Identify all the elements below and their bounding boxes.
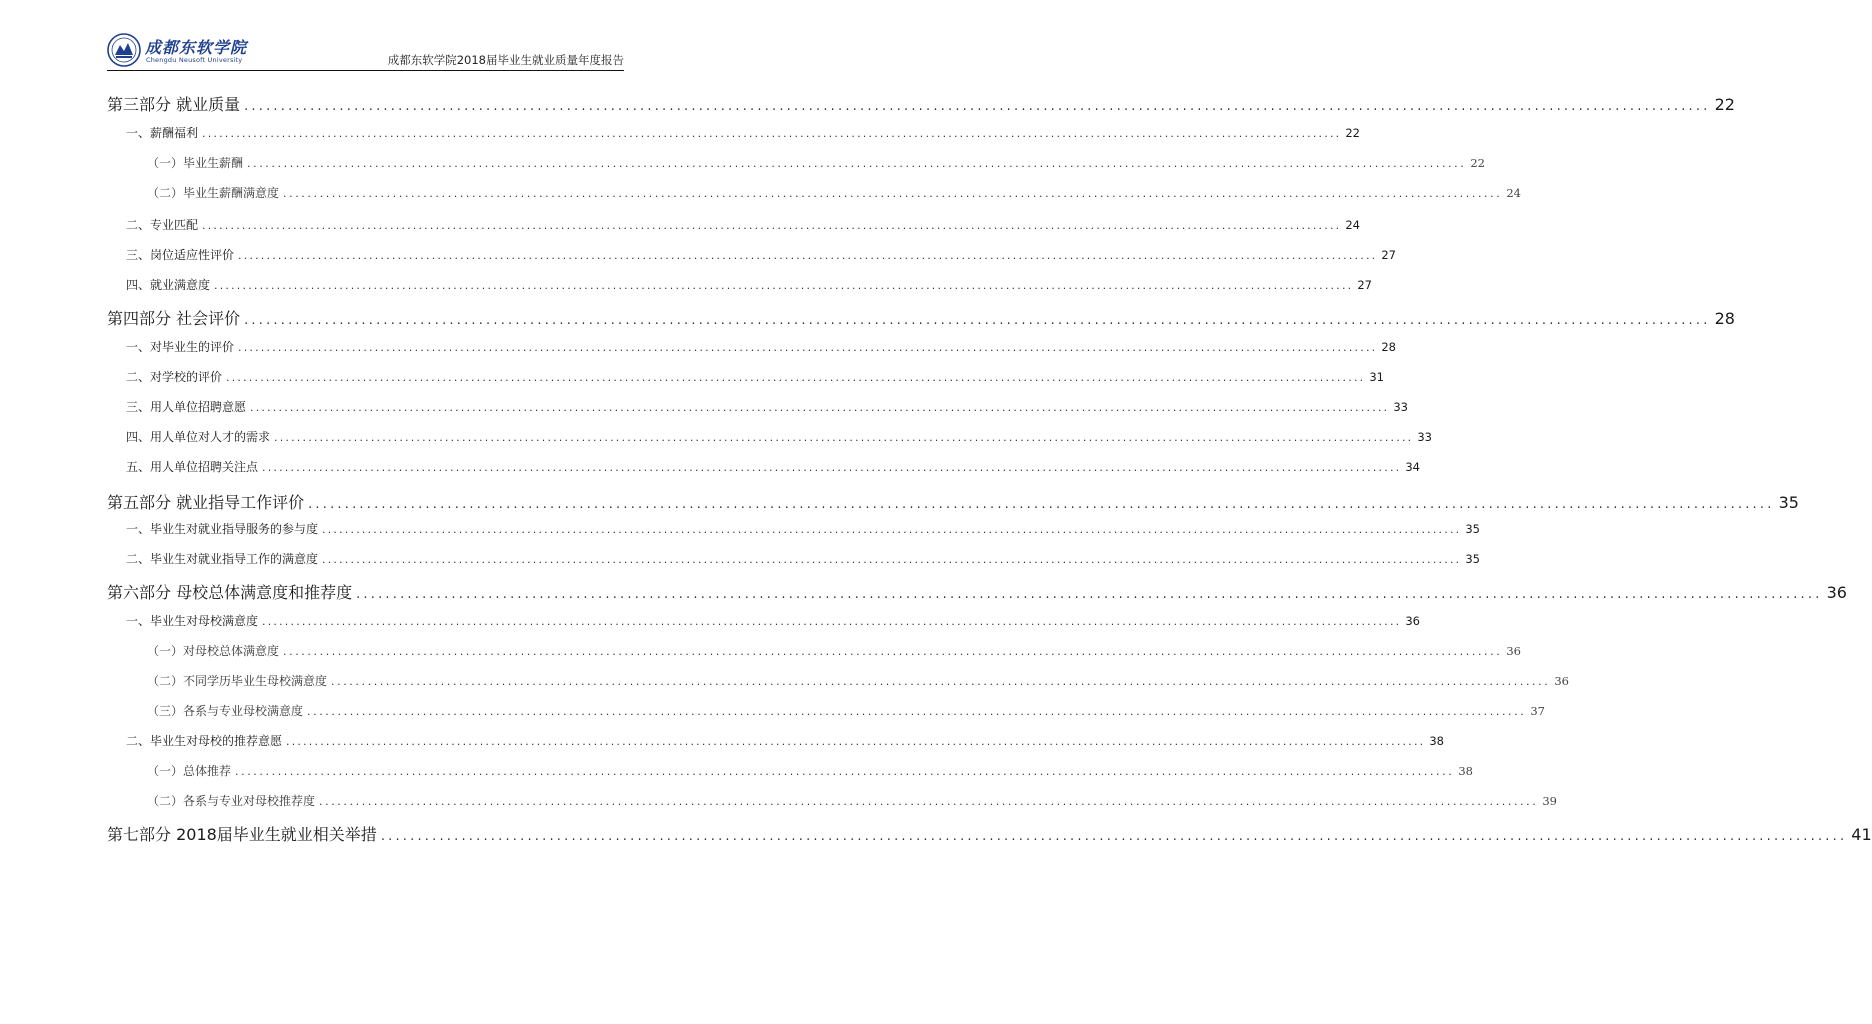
toc-leader-dots: ........................................................................................................................................................................................................ (238, 341, 1378, 354)
toc-page-number: 36 (1405, 614, 1420, 628)
toc-leader-dots: ........................................................................................................................................................................................................ (250, 401, 1390, 414)
toc-leader-dots: ........................................................................................................................................................................................................ (262, 461, 1402, 474)
toc-page-number: 34 (1405, 460, 1420, 474)
page-header (107, 30, 624, 70)
logo-chinese-name: 成都东软学院 (145, 38, 248, 57)
toc-page-number: 36 (1826, 583, 1847, 602)
toc-leader-dots: ........................................................................................................................................................................................................ (319, 795, 1539, 808)
toc-leader-dots: ........................................................................................................................................................................................................ (202, 219, 1342, 232)
toc-leader-dots: ........................................................................................................................................................................................................ (308, 497, 1775, 512)
toc-page-number: 27 (1357, 278, 1372, 292)
toc-page-number: 27 (1381, 248, 1396, 262)
toc-leader-dots: ........................................................................................................................................................................................................ (274, 431, 1414, 444)
toc-entry-title: 三、岗位适应性评价 (126, 248, 235, 262)
toc-entry-part[interactable] (107, 822, 1872, 845)
university-logo (107, 33, 248, 67)
toc-page-number: 35 (1465, 522, 1480, 536)
toc-page-number: 36 (1506, 644, 1521, 658)
toc-entry-sec[interactable] (107, 458, 1420, 475)
toc-page-number: 37 (1530, 704, 1545, 718)
header-divider (107, 70, 624, 71)
toc-page-number: 35 (1465, 552, 1480, 566)
toc-entry-title: （二）各系与专业对母校推荐度 (147, 794, 316, 808)
toc-entry-part[interactable] (107, 306, 1735, 329)
toc-entry-title: 二、专业匹配 (126, 218, 199, 232)
toc-leader-dots: ........................................................................................................................................................................................................ (238, 249, 1378, 262)
toc-page-number: 31 (1369, 370, 1384, 384)
toc-entry-title: 第七部分 2018届毕业生就业相关举措 (107, 825, 377, 844)
toc-leader-dots: ........................................................................................................................................................................................................ (235, 765, 1455, 778)
toc-page-number: 41 (1851, 825, 1872, 844)
university-seal-icon (107, 33, 141, 67)
toc-leader-dots: ........................................................................................................................................................................................................ (380, 829, 1848, 844)
report-title: 成都东软学院2018届毕业生就业质量年度报告 (387, 53, 624, 67)
toc-entry-title: （三）各系与专业母校满意度 (147, 704, 304, 718)
toc-leader-dots: ........................................................................................................................................................................................................ (244, 313, 1711, 328)
toc-entry-sec[interactable] (107, 520, 1480, 537)
toc-entry-title: 五、用人单位招聘关注点 (126, 460, 259, 474)
toc-leader-dots: ........................................................................................................................................................................................................ (202, 127, 1342, 140)
toc-entry-sec[interactable] (107, 428, 1432, 445)
toc-entry-title: 四、用人单位对人才的需求 (126, 430, 271, 444)
toc-entry-sec[interactable] (107, 732, 1444, 749)
toc-page-number: 24 (1345, 218, 1360, 232)
toc-page-number: 22 (1470, 156, 1485, 170)
toc-entry-title: 一、毕业生对就业指导服务的参与度 (126, 522, 319, 536)
toc-page-number: 39 (1542, 794, 1557, 808)
toc-entry-title: 三、用人单位招聘意愿 (126, 400, 247, 414)
toc-leader-dots: ........................................................................................................................................................................................................ (331, 675, 1551, 688)
toc-entry-sub[interactable] (107, 154, 1485, 171)
toc-entry-title: （一）对母校总体满意度 (147, 644, 280, 658)
toc-entry-part[interactable] (107, 92, 1735, 115)
toc-page-number: 28 (1381, 340, 1396, 354)
toc-leader-dots: ........................................................................................................................................................................................................ (307, 705, 1527, 718)
toc-entry-title: 一、对毕业生的评价 (126, 340, 235, 354)
toc-entry-title: 第六部分 母校总体满意度和推荐度 (107, 583, 353, 602)
toc-entry-title: （一）毕业生薪酬 (147, 156, 244, 170)
toc-leader-dots: ........................................................................................................................................................................................................ (322, 523, 1462, 536)
toc-page-number: 35 (1778, 493, 1799, 512)
toc-entry-title: 第四部分 社会评价 (107, 309, 241, 328)
toc-entry-title: （二）不同学历毕业生母校满意度 (147, 674, 328, 688)
toc-entry-sec[interactable] (107, 338, 1396, 355)
toc-entry-sub[interactable] (107, 702, 1545, 719)
toc-leader-dots: ........................................................................................................................................................................................................ (244, 99, 1711, 114)
toc-entry-title: 四、就业满意度 (126, 278, 211, 292)
toc-leader-dots: ........................................................................................................................................................................................................ (283, 187, 1503, 200)
toc-entry-title: （一）总体推荐 (147, 764, 232, 778)
toc-entry-sec[interactable] (107, 550, 1480, 567)
toc-entry-title: 一、薪酬福利 (126, 126, 199, 140)
toc-entry-sub[interactable] (107, 762, 1473, 779)
logo-english-name: Chengdu Neusoft University (146, 56, 243, 64)
toc-entry-sec[interactable] (107, 368, 1384, 385)
toc-entry-title: 第五部分 就业指导工作评价 (107, 493, 305, 512)
toc-entry-title: 二、对学校的评价 (126, 370, 223, 384)
toc-entry-title: 一、毕业生对母校满意度 (126, 614, 259, 628)
toc-leader-dots: ........................................................................................................................................................................................................ (214, 279, 1354, 292)
toc-entry-sec[interactable] (107, 612, 1420, 629)
toc-leader-dots: ........................................................................................................................................................................................................ (283, 645, 1503, 658)
toc-page-number: 24 (1506, 186, 1521, 200)
toc-leader-dots: ........................................................................................................................................................................................................ (226, 371, 1366, 384)
toc-leader-dots: ........................................................................................................................................................................................................ (262, 615, 1402, 628)
toc-entry-part[interactable] (107, 490, 1799, 513)
toc-leader-dots: ........................................................................................................................................................................................................ (356, 587, 1823, 602)
toc-entry-sec[interactable] (107, 216, 1360, 233)
toc-entry-sub[interactable] (107, 642, 1521, 659)
toc-entry-sec[interactable] (107, 276, 1372, 293)
toc-entry-sub[interactable] (107, 184, 1521, 201)
toc-entry-title: 第三部分 就业质量 (107, 95, 241, 114)
toc-leader-dots: ........................................................................................................................................................................................................ (322, 553, 1462, 566)
toc-page-number: 36 (1554, 674, 1569, 688)
toc-page-number: 28 (1714, 309, 1735, 328)
toc-leader-dots: ........................................................................................................................................................................................................ (247, 157, 1467, 170)
toc-leader-dots: ........................................................................................................................................................................................................ (286, 735, 1426, 748)
toc-page-number: 38 (1458, 764, 1473, 778)
toc-page-number: 33 (1417, 430, 1432, 444)
toc-page-number: 22 (1345, 126, 1360, 140)
toc-entry-sec[interactable] (107, 398, 1408, 415)
toc-entry-sec[interactable] (107, 246, 1396, 263)
toc-entry-title: （二）毕业生薪酬满意度 (147, 186, 280, 200)
toc-entry-sub[interactable] (107, 792, 1557, 809)
toc-entry-title: 二、毕业生对就业指导工作的满意度 (126, 552, 319, 566)
toc-entry-sub[interactable] (107, 672, 1569, 689)
toc-entry-part[interactable] (107, 580, 1847, 603)
toc-page-number: 38 (1429, 734, 1444, 748)
toc-entry-title: 二、毕业生对母校的推荐意愿 (126, 734, 283, 748)
toc-page-number: 22 (1714, 95, 1735, 114)
toc-page-number: 33 (1393, 400, 1408, 414)
toc-entry-sec[interactable] (107, 124, 1360, 141)
